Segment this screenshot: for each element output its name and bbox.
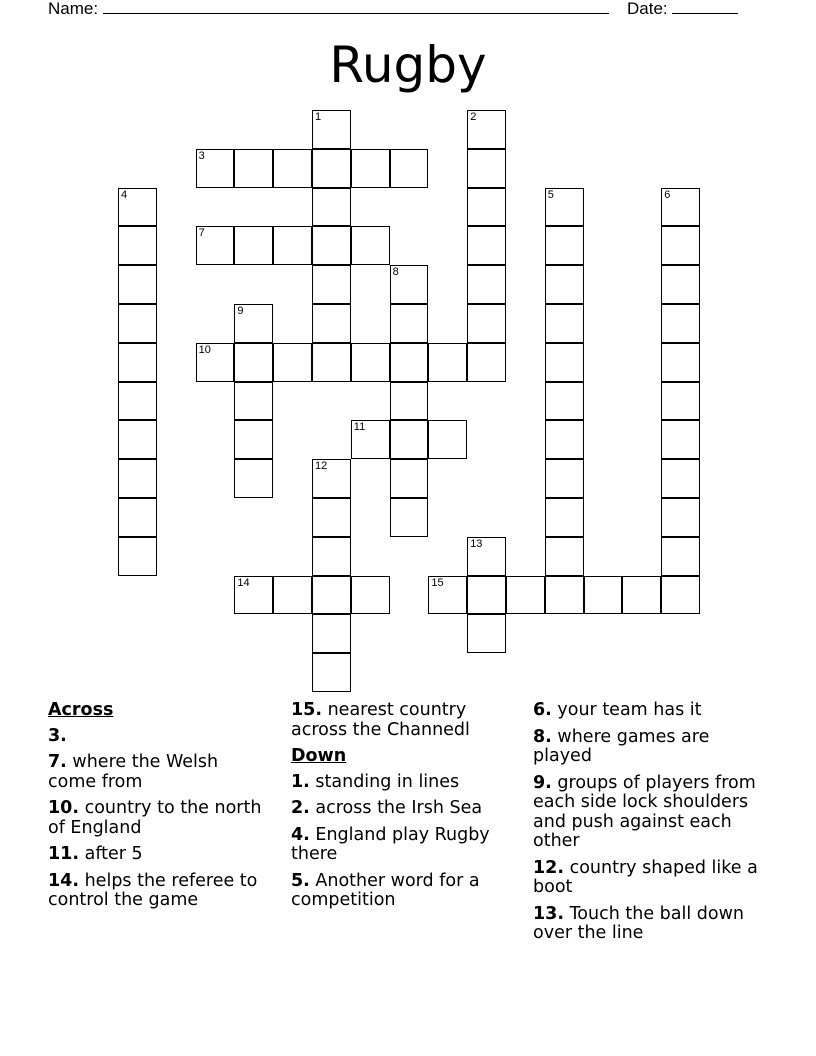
grid-cell[interactable] bbox=[234, 304, 273, 343]
clue-down-1 bbox=[291, 773, 513, 793]
cell-number: 3 bbox=[198, 149, 205, 162]
clue-number: 6. bbox=[533, 700, 552, 720]
cell-number: 14 bbox=[237, 576, 250, 589]
grid-cell[interactable] bbox=[390, 265, 429, 304]
grid-cell[interactable] bbox=[390, 149, 429, 188]
clue-text: Touch the ball down over the line bbox=[533, 903, 745, 943]
grid-cell[interactable] bbox=[234, 382, 273, 421]
clue-text: your team has it bbox=[557, 700, 702, 720]
grid-cell[interactable] bbox=[545, 265, 584, 304]
clue-across-11 bbox=[48, 845, 270, 865]
grid-cell[interactable] bbox=[312, 304, 351, 343]
clue-number: 11. bbox=[48, 844, 80, 864]
grid-cell[interactable] bbox=[661, 576, 700, 615]
clue-number: 1. bbox=[291, 771, 310, 792]
cell-number: 7 bbox=[198, 227, 205, 240]
clue-text: groups of players from each side lock shoulders and push against each other bbox=[533, 772, 756, 851]
grid-cell[interactable] bbox=[312, 459, 351, 498]
grid-cell[interactable] bbox=[312, 188, 351, 227]
grid-cell[interactable] bbox=[118, 188, 157, 227]
clue-text: where games are played bbox=[533, 726, 710, 766]
cell-number: 15 bbox=[431, 576, 444, 589]
clue-number: 15. bbox=[291, 700, 323, 720]
grid-cell[interactable] bbox=[273, 149, 312, 188]
grid-cell[interactable] bbox=[467, 149, 506, 188]
grid-cell[interactable] bbox=[312, 110, 351, 149]
grid-cell[interactable] bbox=[661, 537, 700, 576]
grid-cell[interactable] bbox=[196, 343, 235, 382]
grid-cell[interactable] bbox=[661, 188, 700, 227]
grid-cell[interactable] bbox=[312, 265, 351, 304]
grid-cell[interactable] bbox=[118, 304, 157, 343]
grid-cell[interactable] bbox=[312, 343, 351, 382]
grid-cell[interactable] bbox=[545, 498, 584, 537]
clue-text: country shaped like a boot bbox=[533, 857, 758, 897]
clue-number: 8. bbox=[533, 726, 552, 747]
name-field[interactable] bbox=[103, 0, 609, 14]
grid-cell[interactable] bbox=[545, 304, 584, 343]
cell-number: 12 bbox=[315, 460, 328, 473]
grid-cell[interactable] bbox=[234, 420, 273, 459]
clue-across-15 bbox=[291, 701, 513, 740]
grid-cell[interactable] bbox=[312, 576, 351, 615]
grid-cell[interactable] bbox=[661, 226, 700, 265]
grid-cell[interactable] bbox=[118, 537, 157, 576]
header bbox=[48, 0, 668, 19]
grid-cell[interactable] bbox=[196, 149, 235, 188]
grid-cell[interactable] bbox=[545, 382, 584, 421]
grid-cell[interactable] bbox=[661, 304, 700, 343]
clue-number: 3. bbox=[48, 725, 67, 746]
grid-cell[interactable] bbox=[390, 343, 429, 382]
grid-cell[interactable] bbox=[661, 498, 700, 537]
grid-cell[interactable] bbox=[390, 382, 429, 421]
grid-cell[interactable] bbox=[661, 265, 700, 304]
clue-down-4 bbox=[291, 826, 513, 865]
grid-cell[interactable] bbox=[545, 343, 584, 382]
cell-number: 2 bbox=[470, 111, 477, 123]
grid-cell[interactable] bbox=[273, 576, 312, 615]
grid-cell[interactable] bbox=[118, 420, 157, 459]
across-heading: Across bbox=[48, 700, 114, 720]
cell-number: 6 bbox=[664, 188, 671, 201]
clue-text: across the Irsh Sea bbox=[315, 798, 483, 818]
grid-cell[interactable] bbox=[118, 343, 157, 382]
grid-cell[interactable] bbox=[584, 576, 623, 615]
clue-down-2 bbox=[291, 799, 513, 819]
grid-cell[interactable] bbox=[467, 576, 506, 615]
grid-cell[interactable] bbox=[467, 226, 506, 265]
grid-cell[interactable] bbox=[118, 226, 157, 265]
grid-cell[interactable] bbox=[390, 498, 429, 537]
clue-number: 2. bbox=[291, 798, 310, 818]
clue-down-5 bbox=[291, 872, 513, 911]
clue-across-14 bbox=[48, 872, 270, 911]
grid-cell[interactable] bbox=[312, 614, 351, 653]
clue-down-12 bbox=[533, 859, 768, 898]
grid-cell[interactable] bbox=[622, 576, 661, 615]
grid-cell[interactable] bbox=[467, 265, 506, 304]
clue-down-13 bbox=[533, 905, 768, 944]
clue-number: 4. bbox=[291, 824, 310, 845]
cell-number: 11 bbox=[353, 421, 366, 434]
clue-number: 13. bbox=[533, 903, 565, 924]
grid-cell[interactable] bbox=[196, 226, 235, 265]
down-heading: Down bbox=[291, 746, 347, 766]
grid-cell[interactable] bbox=[661, 343, 700, 382]
clue-down-6 bbox=[533, 701, 768, 721]
clue-down-9 bbox=[533, 774, 768, 852]
grid-cell[interactable] bbox=[467, 304, 506, 343]
clue-text: England play Rugby there bbox=[291, 824, 490, 864]
cell-number: 1 bbox=[315, 111, 322, 123]
grid-cell[interactable] bbox=[545, 459, 584, 498]
clue-text: standing in lines bbox=[315, 771, 460, 792]
name-label: Name: bbox=[48, 0, 99, 18]
grid-cell[interactable] bbox=[234, 343, 273, 382]
grid-cell[interactable] bbox=[273, 226, 312, 265]
grid-cell[interactable] bbox=[545, 226, 584, 265]
clue-down-8 bbox=[533, 728, 768, 767]
clue-number: 9. bbox=[533, 772, 552, 793]
clue-across-10 bbox=[48, 799, 270, 838]
grid-cell[interactable] bbox=[661, 420, 700, 459]
clue-number: 7. bbox=[48, 752, 67, 772]
grid-cell[interactable] bbox=[428, 420, 467, 459]
grid-cell[interactable] bbox=[467, 343, 506, 382]
clue-across-3 bbox=[48, 727, 270, 747]
grid-cell[interactable] bbox=[312, 226, 351, 265]
clue-text: Another word for a competition bbox=[291, 870, 480, 910]
clue-text: nearest country across the Channedl bbox=[291, 700, 470, 740]
grid-cell[interactable] bbox=[467, 537, 506, 576]
grid-cell[interactable] bbox=[351, 576, 390, 615]
grid-cell[interactable] bbox=[467, 614, 506, 653]
clue-text: after 5 bbox=[84, 844, 143, 864]
cell-number: 8 bbox=[392, 266, 399, 279]
grid-cell[interactable] bbox=[661, 459, 700, 498]
grid-cell[interactable] bbox=[545, 576, 584, 615]
clue-column-1 bbox=[48, 701, 270, 918]
grid-cell[interactable] bbox=[234, 149, 273, 188]
cell-number: 13 bbox=[470, 537, 483, 550]
grid-cell[interactable] bbox=[545, 420, 584, 459]
grid-cell[interactable] bbox=[234, 576, 273, 615]
grid-cell[interactable] bbox=[545, 537, 584, 576]
cell-number: 5 bbox=[547, 188, 554, 201]
grid-cell[interactable] bbox=[312, 149, 351, 188]
cell-number: 9 bbox=[237, 305, 244, 317]
date-field[interactable] bbox=[672, 0, 738, 14]
grid-cell[interactable] bbox=[428, 576, 467, 615]
clue-across-7 bbox=[48, 753, 270, 792]
grid-cell[interactable] bbox=[428, 343, 467, 382]
clue-text: country to the north of England bbox=[48, 798, 262, 838]
grid-cell[interactable] bbox=[234, 459, 273, 498]
clue-number: 12. bbox=[533, 857, 565, 878]
date-group bbox=[627, 0, 738, 19]
grid-cell[interactable] bbox=[545, 188, 584, 227]
grid-cell[interactable] bbox=[312, 653, 351, 692]
grid-cell[interactable] bbox=[273, 343, 312, 382]
grid-cell[interactable] bbox=[506, 576, 545, 615]
cell-number: 4 bbox=[121, 188, 128, 201]
grid-cell[interactable] bbox=[467, 188, 506, 227]
grid-cell[interactable] bbox=[312, 498, 351, 537]
grid-cell[interactable] bbox=[118, 459, 157, 498]
grid-cell[interactable] bbox=[351, 226, 390, 265]
clue-number: 5. bbox=[291, 870, 310, 891]
grid-cell[interactable] bbox=[661, 382, 700, 421]
clue-column-3 bbox=[533, 701, 768, 951]
clue-column-2 bbox=[291, 701, 513, 918]
grid-cell[interactable] bbox=[118, 498, 157, 537]
grid-cell[interactable] bbox=[118, 382, 157, 421]
grid-cell[interactable] bbox=[390, 420, 429, 459]
grid-cell[interactable] bbox=[351, 343, 390, 382]
grid-cell[interactable] bbox=[118, 265, 157, 304]
puzzle-title: Rugby bbox=[329, 36, 487, 94]
date-label: Date: bbox=[627, 0, 668, 18]
grid-cell[interactable] bbox=[467, 110, 506, 149]
grid-cell[interactable] bbox=[390, 459, 429, 498]
grid-cell[interactable] bbox=[312, 537, 351, 576]
grid-cell[interactable] bbox=[234, 226, 273, 265]
clue-text: helps the referee to control the game bbox=[48, 870, 258, 910]
clue-number: 14. bbox=[48, 870, 80, 891]
clue-number: 10. bbox=[48, 798, 80, 818]
cell-number: 10 bbox=[198, 343, 211, 356]
grid-cell[interactable] bbox=[351, 420, 390, 459]
grid-cell[interactable] bbox=[390, 304, 429, 343]
clue-text: where the Welsh come from bbox=[48, 752, 219, 792]
grid-cell[interactable] bbox=[351, 149, 390, 188]
